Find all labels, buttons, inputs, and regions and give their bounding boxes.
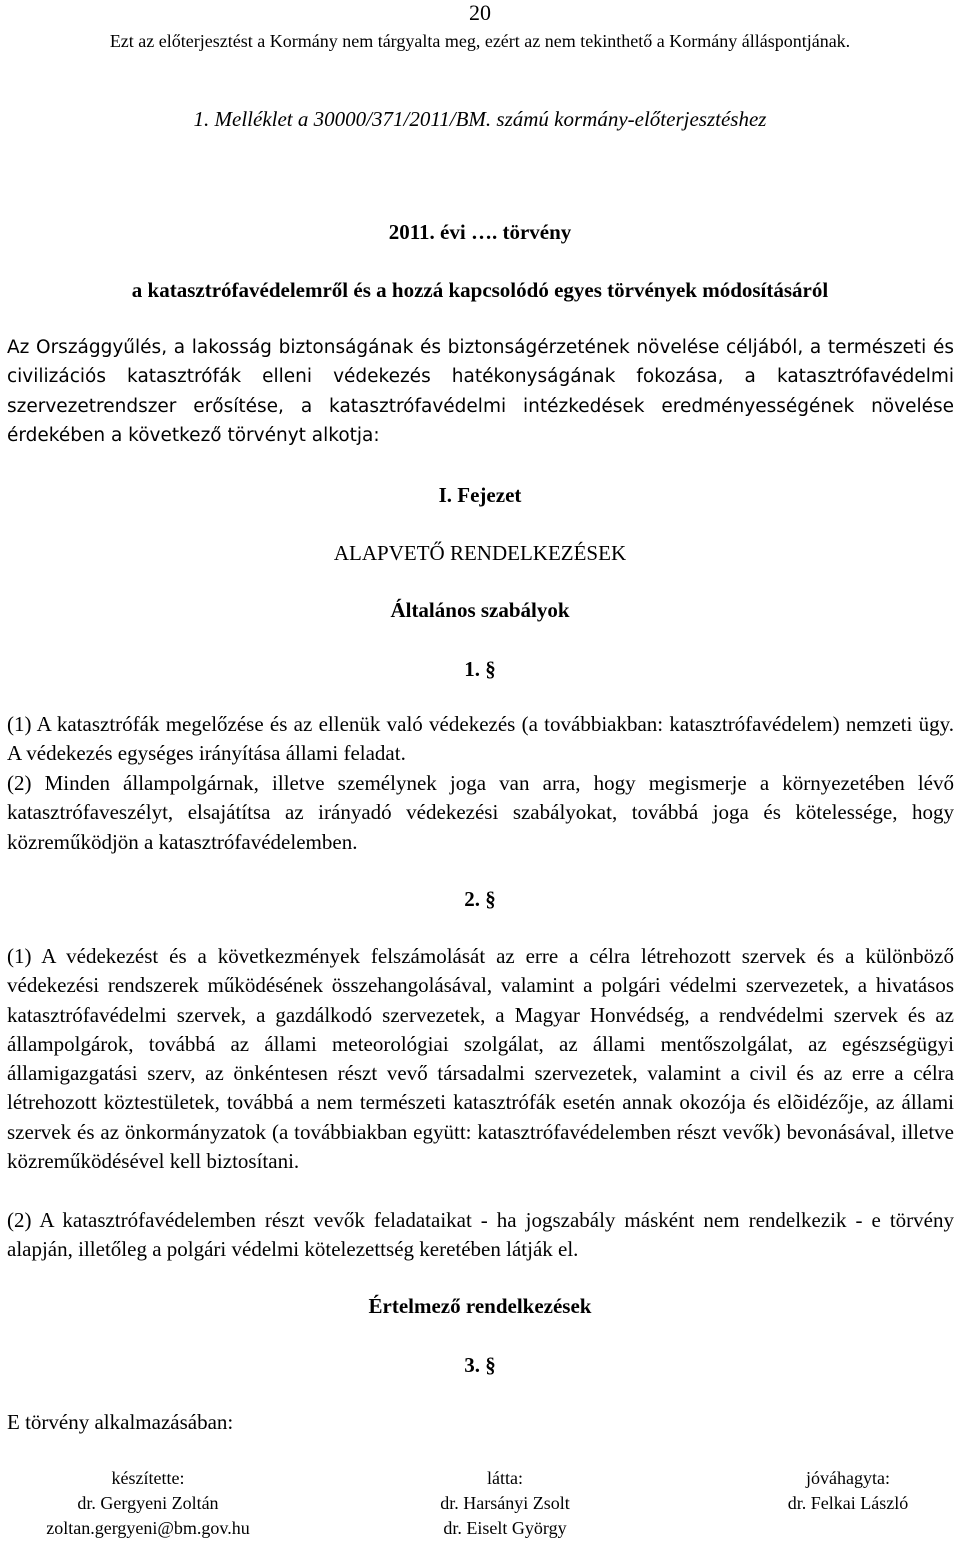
footer-name: dr. Eiselt György bbox=[443, 1518, 567, 1538]
law-title: 2011. évi …. törvény bbox=[388, 220, 572, 244]
paragraph-1-subsection-1: (1) A katasztrófák megelőzése és az ellenük való védekezés (a továbbiakban: katasztrófavédelem) nemzeti ügy. A védekezés egységes irányítása állami feladat. bbox=[7, 712, 954, 766]
footer-approved-by bbox=[728, 1466, 960, 1516]
footer-label: készítette: bbox=[111, 1468, 185, 1488]
footer-reviewed-by bbox=[385, 1466, 625, 1541]
paragraph-1-subsection-2: (2) Minden állampolgárnak, illetve személynek joga van arra, hogy megismerje a környezetében lévő katasztrófaveszélyt, elsajátítsa az irányadó védekezési szabályokat, továbbá joga és kötelessége, hogy közreműködjön a katasztrófavédelemben. bbox=[7, 771, 954, 854]
footer-email: zoltan.gergyeni@bm.gov.hu bbox=[46, 1518, 250, 1538]
footer-prepared-by bbox=[28, 1466, 268, 1541]
chapter-number: I. Fejezet bbox=[438, 483, 522, 507]
paragraph-3-number: 3. § bbox=[464, 1353, 496, 1377]
paragraph-1-number: 1. § bbox=[464, 657, 496, 681]
footer-label: látta: bbox=[487, 1468, 523, 1488]
footer-name: dr. Felkai László bbox=[787, 1493, 909, 1513]
paragraph-3-intro: E törvény alkalmazásában: bbox=[7, 1410, 234, 1434]
footer-name: dr. Gergyeni Zoltán bbox=[77, 1493, 219, 1513]
footer-label: jóváhagyta: bbox=[806, 1468, 890, 1488]
law-subtitle: a katasztrófavédelemről és a hozzá kapcsolódó egyes törvények módosításáról bbox=[131, 278, 829, 302]
chapter-title: ALAPVETŐ RENDELKEZÉSEK bbox=[333, 541, 627, 565]
section-title-general: Általános szabályok bbox=[390, 598, 570, 622]
preamble: Az Országgyűlés, a lakosság biztonságának és biztonságérzetének növelése céljából, a természeti és civilizációs katasztrófák elleni védekezés hatékonyságának fokozása, a katasztrófavédelmi szervezetrendszer erősítése, a katasztrófavédelmi intézkedések eredményességének növelése érdekében a következő törvényt alkotja: bbox=[7, 337, 954, 446]
paragraph-2-subsection-2: (2) A katasztrófavédelemben részt vevők feladataikat - ha jogszabály másként nem rendelkezik - e törvény alapján, illetőleg a polgári védelmi kötelezettség keretében látják el. bbox=[7, 1208, 954, 1262]
page-number: 20 bbox=[469, 0, 491, 25]
paragraph-2-subsection-1: (1) A védekezést és a következmények felszámolását az erre a célra létrehozott szervek és a különböző védekezési rendszerek működésének összehangolásával, valamint a polgári védelmi szervezetek, a hivatásos katasztrófavédelmi szervek, a gazdálkodó szervezetek, a Magyar Honvédség, a rendvédelmi szervek és az állampolgárok, továbbá az állami meteorológiai szolgálat, az állami mentőszolgálat, az egészségügyi államigazgatási szerv, az önkéntesen részt vevő társadalmi szervezetek, valamint a civil és az erre a célra létrehozott köztestületek, továbbá a nem természeti katasztrófák esetén annak okozója és elõidézője, az állami szervek és az önkormányzatok (a továbbiakban együtt: katasztrófavédelemben részt vevők) bevonásával, illetve közreműködésével kell biztosítani. bbox=[7, 944, 954, 1174]
annex-title: 1. Melléklet a 30000/371/2011/BM. számú kormány-előterjesztéshez bbox=[193, 107, 767, 131]
paragraph-2-number: 2. § bbox=[464, 887, 496, 911]
disclaimer-note: Ezt az előterjesztést a Kormány nem tárgyalta meg, ezért az nem tekinthető a Kormány álláspontjának. bbox=[109, 31, 851, 51]
footer-name: dr. Harsányi Zsolt bbox=[440, 1493, 570, 1513]
section-title-definitions: Értelmező rendelkezések bbox=[368, 1294, 592, 1318]
